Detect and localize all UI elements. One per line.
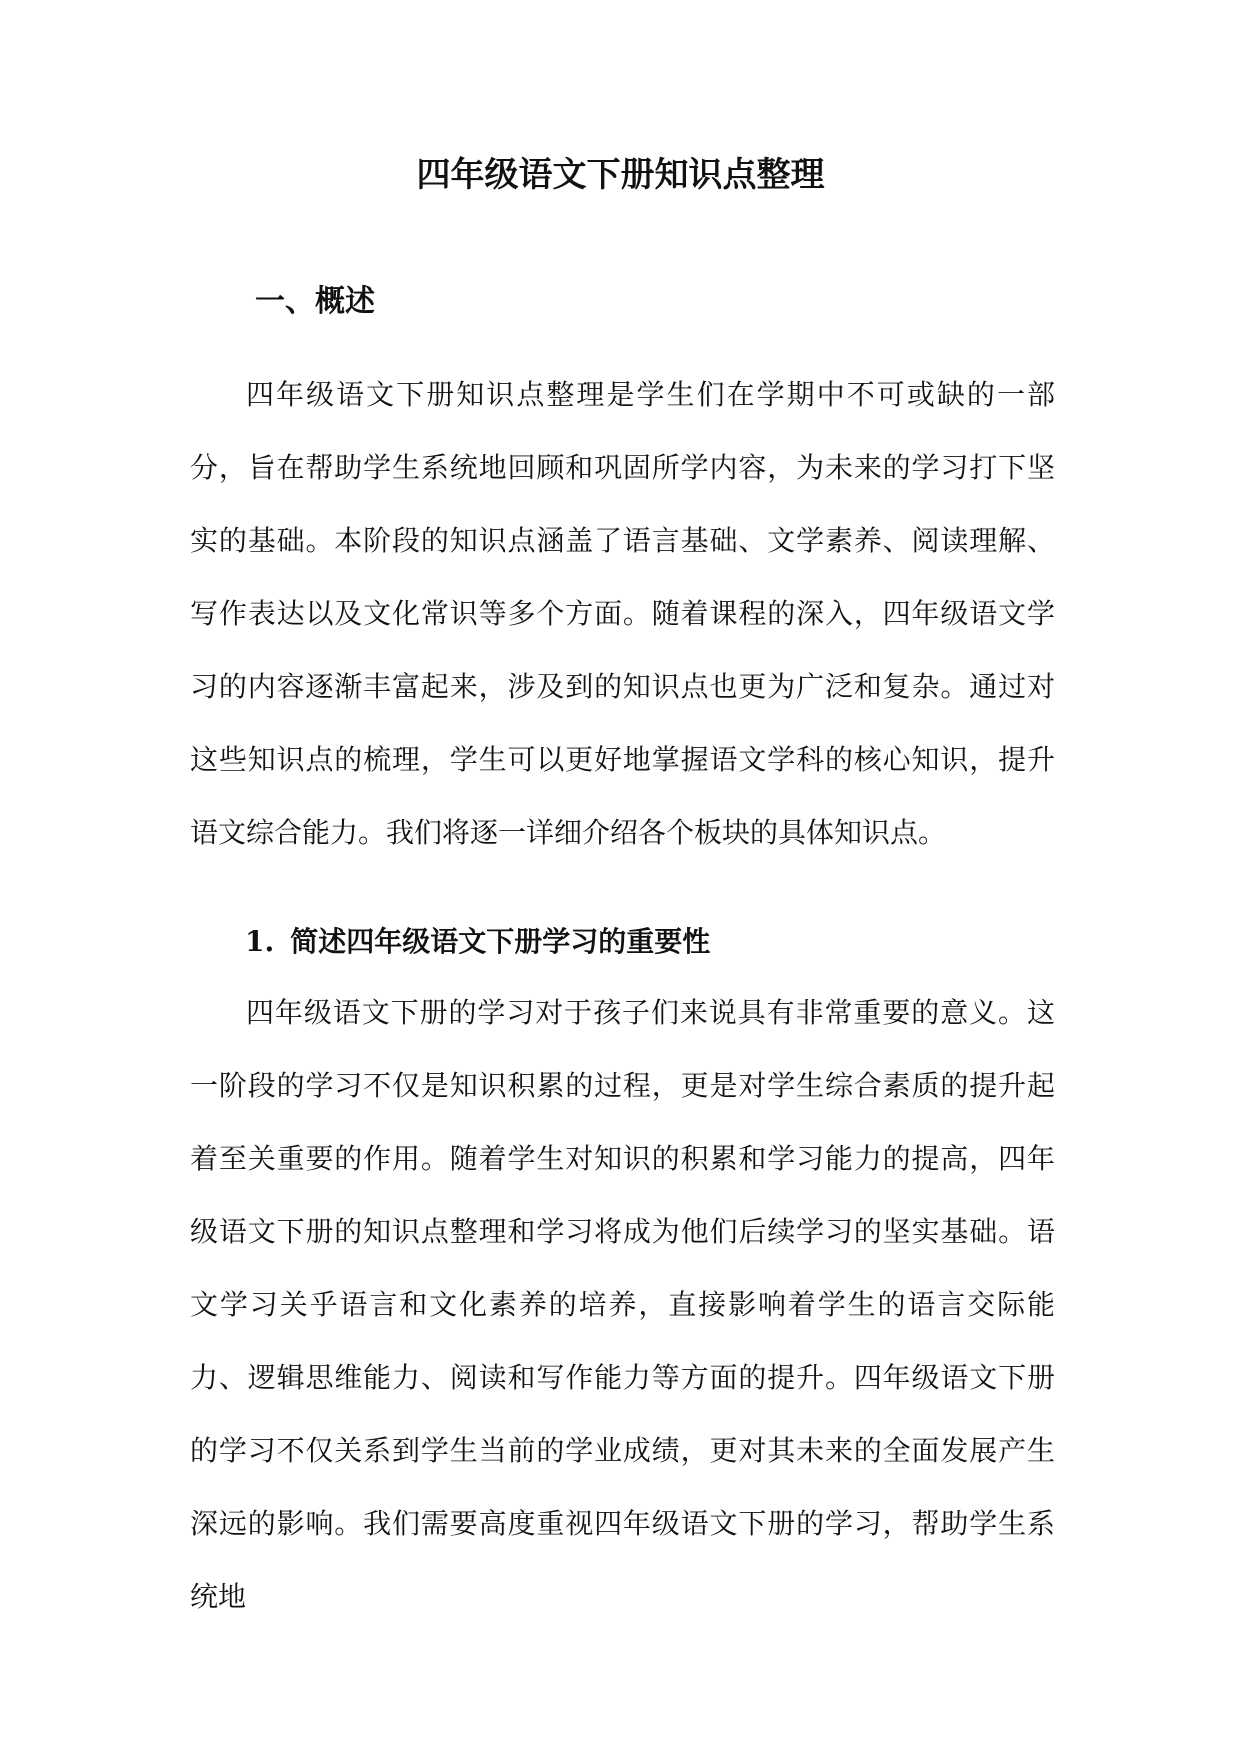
subheading-text: 简述四年级语文下册学习的重要性 [290, 925, 711, 958]
importance-paragraph: 四年级语文下册的学习对于孩子们来说具有非常重要的意义。这一阶段的学习不仅是知识积累的过程，更是对学生综合素质的提升起着至关重要的作用。随着学生对知识的积累和学习能力的提高，四年级语文下册的知识点整理和学习将成为他们后续学习的坚实基础。语文学习关乎语言和文化素养的培养，直接影响着学生的语言交际能力、逻辑思维能力、阅读和写作能力等方面的提升。四年级语文下册的学习不仅关系到学生当前的学业成绩，更对其未来的全面发展产生深远的影响。我们需要高度重视四年级语文下册的学习，帮助学生系统地 [190, 996, 1055, 1613]
overview-paragraph: 四年级语文下册知识点整理是学生们在学期中不可或缺的一部分，旨在帮助学生系统地回顾和巩固所学内容，为未来的学习打下坚实的基础。本阶段的知识点涵盖了语言基础、文学素养、阅读理解、写作表达以及文化常识等多个方面。随着课程的深入，四年级语文学习的内容逐渐丰富起来，涉及到的知识点也更为广泛和复杂。通过对这些知识点的梳理，学生可以更好地掌握语文学科的核心知识，提升语文综合能力。我们将逐一详细介绍各个板块的具体知识点。 [190, 378, 1055, 849]
section-heading-overview: 一、概述 [255, 284, 375, 319]
subheading-importance [245, 922, 710, 962]
document-title: 四年级语文下册知识点整理 [416, 155, 825, 195]
subheading-number: 1. [245, 925, 275, 958]
